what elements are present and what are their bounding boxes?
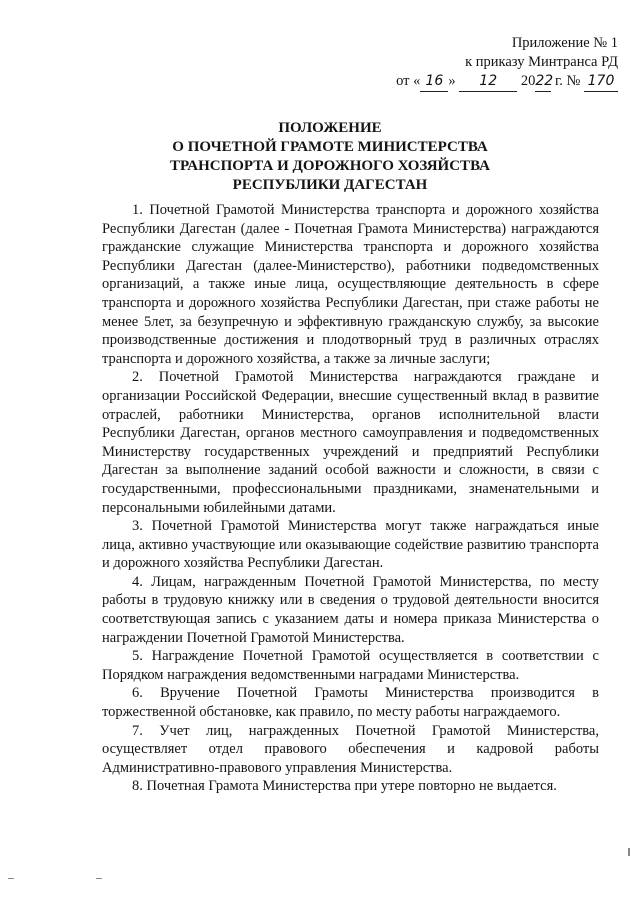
order-reference: к приказу Минтранса РД (465, 54, 618, 70)
handwritten-order-number: 170 (584, 72, 618, 92)
paragraph-4: 4. Лицам, награжденным Почетной Грамотой Министерства, по месту работы в трудовую книжку или в сведения о трудовой деятельности вносится соответствующая запись с указанием даты и номера приказа Министерства о награждении Почетной Грамотой Министерства. (102, 573, 599, 646)
date-prefix: от « (396, 73, 421, 89)
paragraph-8: 8. Почетная Грамота Министерства при утере повторно не выдается. (132, 778, 557, 795)
year-post: г. № (554, 73, 581, 89)
date-mid: » (448, 73, 456, 89)
handwritten-month: 12 (459, 72, 517, 92)
appendix-number: Приложение № 1 (511, 35, 618, 51)
document-title (100, 119, 560, 195)
scan-artifact (96, 878, 102, 879)
paragraph-5: 5. Награждение Почетной Грамотой осуществляется в соответствии с Порядком награждения ведомственными наградами Министерства. (102, 648, 599, 683)
title-line-3: ТРАНСПОРТА И ДОРОЖНОГО ХОЗЯЙСТВА (170, 158, 490, 174)
title-line-1: ПОЛОЖЕНИЕ (278, 120, 382, 136)
year-prefix: 20 (520, 73, 536, 89)
order-date-line (318, 72, 618, 92)
handwritten-year: 22 (535, 72, 551, 92)
paragraph-7: 7. Учет лиц, награжденных Почетной Грамотой Министерства, осуществляет отдел правового обеспечения и кадровой работы Административно-правового управления Министерства. (102, 722, 599, 776)
appendix-header (318, 34, 618, 92)
title-line-4: РЕСПУБЛИКИ ДАГЕСТАН (232, 177, 428, 193)
title-line-2: О ПОЧЕТНОЙ ГРАМОТЕ МИНИСТЕРСТВА (172, 139, 488, 155)
document-body (102, 201, 599, 796)
scan-artifact (628, 848, 630, 856)
scan-artifact (8, 878, 14, 879)
paragraph-3: 3. Почетной Грамотой Министерства могут также награждаться иные лица, активно участвующие или оказывающие содействие развитию транспорта и дорожного хозяйства Республики Дагестан. (102, 518, 599, 572)
handwritten-day: 16 (420, 72, 448, 92)
paragraph-2: 2. Почетной Грамотой Министерства награждаются граждане и организации Российской Федерации, внесшие существенный вклад в развитие отраслей, работники Министерства, органов исполнительной власти Республики Дагестан, органов местного самоуправления и подведомственных Министерству государственных учреждений и предприятий Республики Дагестан за выполнение заданий особой важности и сложности, в связи с государственными, профессиональными праздниками, знаменательными и персональными юбилейными датами. (102, 369, 599, 516)
paragraph-6: 6. Вручение Почетной Грамоты Министерства производится в торжественной обстановке, как правило, по месту работы награждаемого. (102, 685, 599, 721)
paragraph-1: 1. Почетной Грамотой Министерства транспорта и дорожного хозяйства Республики Дагестан (далее - Почетная Грамота Министерства) награждаются гражданские служащие Министерства транспорта и дорожного хозяйства Республики Дагестан (далее-Министерство), работники подведомственных организаций, а также иные лица, осуществляющие деятельность в сфере транспорта и дорожного хозяйства Республики Дагестан, при стаже работы не менее 5лет, за безупречную и эффективную гражданскую службу, за высокие производственные достижения и плодотворный труд в различных отраслях транспорта и дорожного хозяйства, а также за личные заслуги; (102, 202, 599, 367)
